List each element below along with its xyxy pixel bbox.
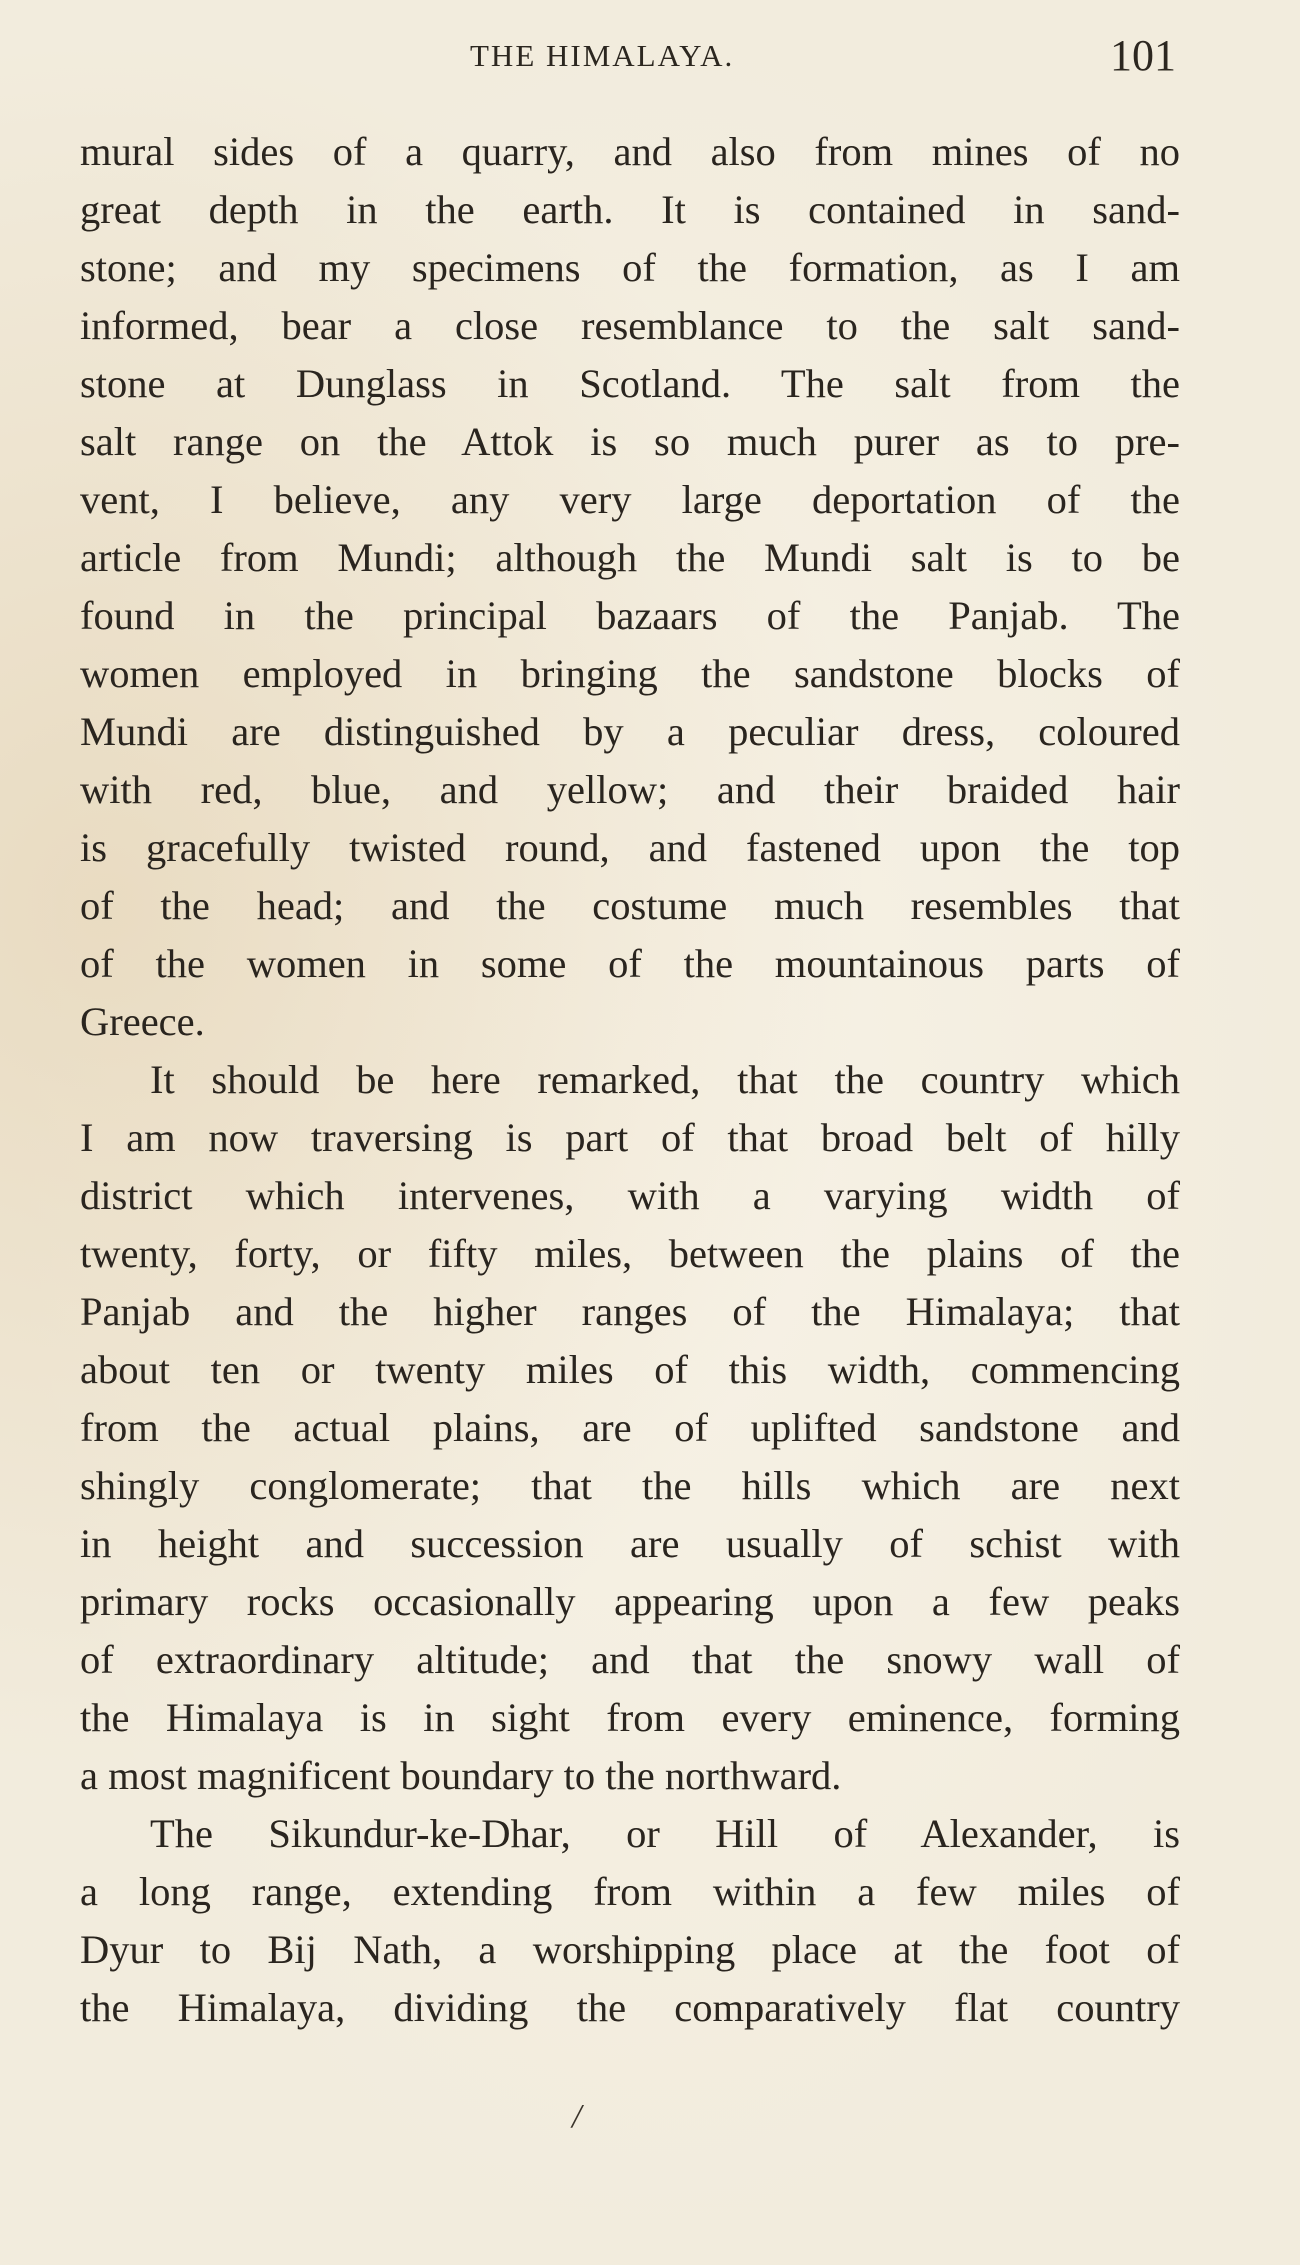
text-line: Mundi are distinguished by a peculiar dress, coloured bbox=[80, 709, 1180, 754]
text-line: informed, bear a close resemblance to the salt sand- bbox=[80, 303, 1180, 348]
text-line: Greece. bbox=[80, 999, 205, 1044]
text-line: Dyur to Bij Nath, a worshipping place at the foot of bbox=[80, 1927, 1180, 1972]
body-text bbox=[80, 123, 1180, 2037]
text-line: found in the principal bazaars of the Panjab. The bbox=[80, 593, 1180, 638]
text-line: of the women in some of the mountainous parts of bbox=[80, 941, 1180, 986]
text-line: great depth in the earth. It is contained in sand- bbox=[80, 187, 1180, 232]
text-line: women employed in bringing the sandstone blocks of bbox=[80, 651, 1180, 696]
text-line: I am now traversing is part of that broad belt of hilly bbox=[80, 1115, 1180, 1160]
text-line: about ten or twenty miles of this width, commencing bbox=[80, 1347, 1180, 1392]
text-line: stone at Dunglass in Scotland. The salt from the bbox=[80, 361, 1180, 406]
paragraph bbox=[80, 1805, 1180, 2037]
running-head bbox=[0, 30, 1300, 80]
text-line: twenty, forty, or fifty miles, between the plains of the bbox=[80, 1231, 1180, 1276]
text-line: district which intervenes, with a varying width of bbox=[80, 1173, 1180, 1218]
page-number: 101 bbox=[1110, 31, 1176, 80]
text-line: the Himalaya, dividing the comparatively flat country bbox=[80, 1985, 1180, 2030]
text-line: a most magnificent boundary to the northward. bbox=[80, 1753, 842, 1798]
text-line: vent, I believe, any very large deportation of the bbox=[80, 477, 1180, 522]
text-line: shingly conglomerate; that the hills which are next bbox=[80, 1463, 1180, 1508]
text-line: It should be here remarked, that the country which bbox=[150, 1057, 1180, 1102]
text-line: stone; and my specimens of the formation, as I am bbox=[80, 245, 1180, 290]
text-line: of the head; and the costume much resembles that bbox=[80, 883, 1180, 928]
text-line: the Himalaya is in sight from every eminence, forming bbox=[80, 1695, 1180, 1740]
printer-mark: / bbox=[572, 2098, 582, 2135]
text-line: a long range, extending from within a few miles of bbox=[80, 1869, 1180, 1914]
text-line: Panjab and the higher ranges of the Himalaya; that bbox=[80, 1289, 1180, 1334]
text-line: primary rocks occasionally appearing upon a few peaks bbox=[80, 1579, 1180, 1624]
paragraph bbox=[80, 123, 1180, 1051]
running-title: THE HIMALAYA. bbox=[470, 38, 735, 73]
text-line: mural sides of a quarry, and also from mines of no bbox=[80, 129, 1180, 174]
text-line: is gracefully twisted round, and fastened upon the top bbox=[80, 825, 1180, 870]
text-line: in height and succession are usually of schist with bbox=[80, 1521, 1180, 1566]
text-line: with red, blue, and yellow; and their braided hair bbox=[80, 767, 1180, 812]
text-line: from the actual plains, are of uplifted sandstone and bbox=[80, 1405, 1180, 1450]
text-line: of extraordinary altitude; and that the snowy wall of bbox=[80, 1637, 1180, 1682]
text-line: salt range on the Attok is so much purer as to pre- bbox=[80, 419, 1180, 464]
text-line: article from Mundi; although the Mundi salt is to be bbox=[80, 535, 1180, 580]
text-line: The Sikundur-ke-Dhar, or Hill of Alexander, is bbox=[150, 1811, 1180, 1856]
paragraph bbox=[80, 1051, 1180, 1805]
